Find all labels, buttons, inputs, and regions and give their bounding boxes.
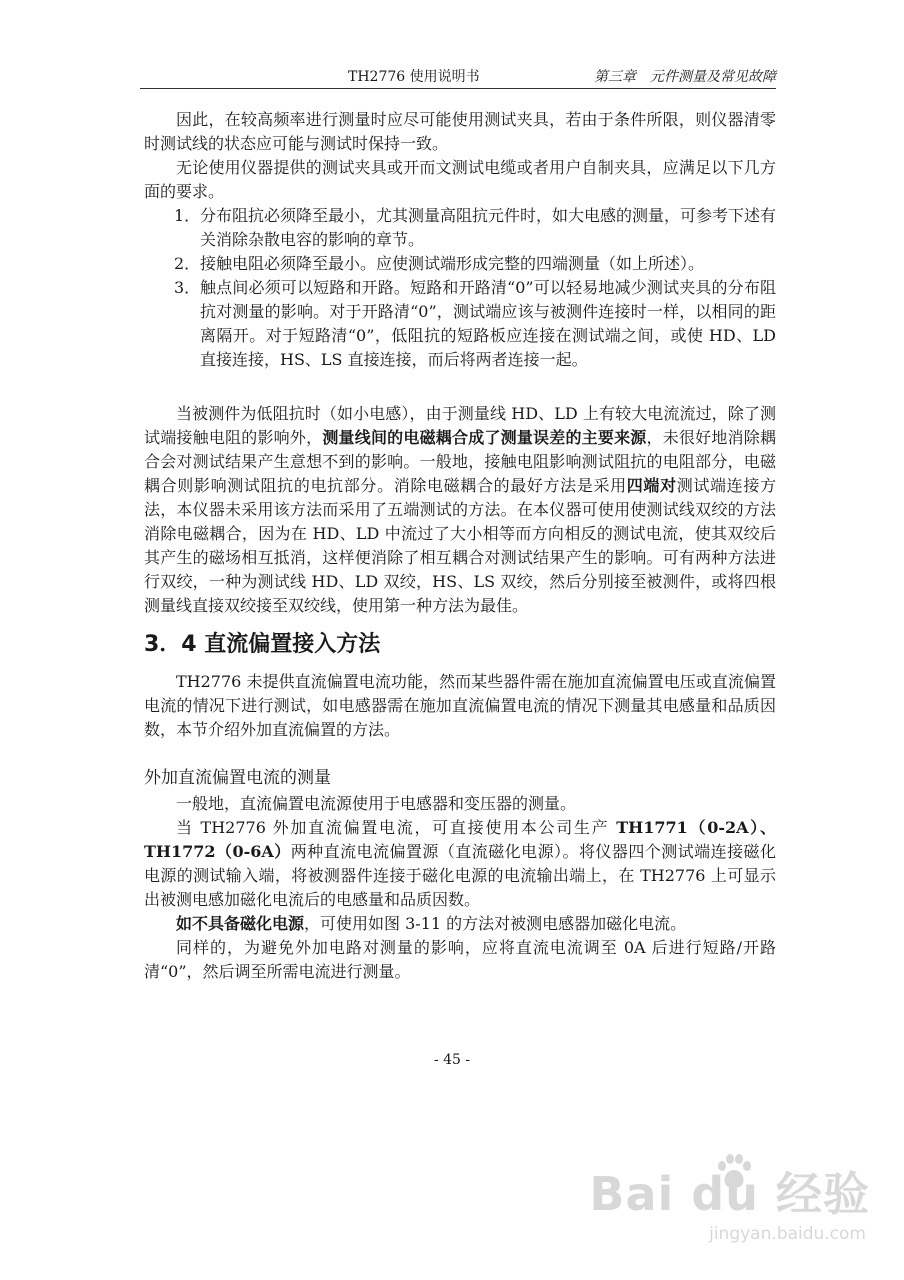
paragraph-electromagnetic-coupling [144,402,776,618]
requirements-list [144,204,776,372]
page-body [144,108,776,984]
paragraph-dc-source-usage: 一般地，直流偏置电流源使用于电感器和变压器的测量。 [176,794,577,813]
list-item [144,276,776,372]
list-item [144,252,776,276]
text-run: 当被测件为低阻抗时（如小电感），由于测量线 HD、LD 上有较大电流流过，除了测试端接触电阻的影响外， [144,404,776,447]
paragraph-th1771-th1772 [144,816,776,912]
list-item-number: 1． [174,206,201,225]
paragraph-requirements-intro: 无论使用仪器提供的测试夹具或开而文测试电缆或者用户自制夹具，应满足以下几方面的要求。 [144,158,776,201]
paragraph-zero-adjust: 同样的，为避免外加电路对测量的影响，应将直流电流调至 0A 后进行短路/开路清“0”，然后调至所需电流进行测量。 [144,938,776,981]
paragraph-fixture-note: 因此，在较高频率进行测量时应尽可能使用测试夹具，若由于条件所限，则仪器清零时测试线的状态应可能与测试时保持一致。 [144,110,776,153]
baidu-jingyan-watermark [589,1158,870,1258]
watermark-logo: Bai du 经验 [589,1167,870,1221]
list-item-number: 3． [174,278,201,297]
paragraph-no-magnetizing-source [144,912,776,936]
list-item-number: 2． [174,254,201,273]
header-manual-title: TH2776 使用说明书 [348,69,480,85]
text-run: 测试端连接方法，本仪器未采用该方法而采用了五端测试的方法。在本仪器可使用使测试线双绞的方法消除电磁耦合，因为在 HD、LD 中流过了大小相等而方向相反的测试电流，使其双绞后其产生的磁场相互抵消，这样便消除了相互耦合对测试结果产生的影响。可有两种方法进行双绞，一种为测试线 HD、LD 双绞，HS、LS 双绞，然后分别接至被测件，或将四根测量线直接双绞接至双绞线，使用第一种方法为最佳。 [144,476,776,615]
page-header [140,64,776,86]
list-item-text: 触点间必须可以短路和开路。短路和开路清“0”可以轻易地减少测试夹具的分布阻抗对测量的影响。对于开路清“0”，测试端应该与被测件连接时一样，以相同的距离隔开。对于短路清“0”，低阻抗的短路板应连接在测试端之间，或使 HD、LD 直接连接，HS、LS 直接连接，而后将两者连接一起。 [200,278,776,369]
paragraph-dc-bias-intro: TH2776 未提供直流偏置电流功能，然而某些器件需在施加直流偏置电压或直流偏置电流的情况下进行测试，如电感器需在施加直流偏置电流的情况下测量其电感量和品质因数，本节介绍外加直流偏置的方法。 [144,672,776,739]
list-item-text: 接触电阻必须降至最小。应使测试端形成完整的四端测量（如上所述）。 [200,254,705,273]
model-names: TH1771（0-2A）、TH1772（0-6A） [144,818,776,861]
text-run: 两种直流电流偏置源（直流磁化电源）。将仪器四个测试端连接磁化电源的测试输入端，将被测器件连接于磁化电源的电流输出端上，在 TH2776 上可显示出被测电感加磁化电流后的电感量和品质因数。 [144,842,776,909]
section-heading: 3．4 直流偏置接入方法 [144,632,381,657]
emphasis-text: 测量线间的电磁耦合成了测量误差的主要来源 [322,428,647,447]
text-run: 当 TH2776 外加直流偏置电流，可直接使用本公司生产 [176,818,617,837]
text-run: ，可使用如图 3-11 的方法对被测电感器加磁化电流。 [304,914,687,933]
header-chapter-title: 第三章 元件测量及常见故障 [594,69,776,85]
emphasis-text: 四端对 [626,476,677,495]
list-item [144,204,776,252]
list-item-text: 分布阻抗必须降至最小，尤其测量高阻抗元件时，如大电感的测量，可参考下述有关消除杂散电容的影响的章节。 [200,206,777,249]
page-number: - 45 - [433,1052,471,1068]
watermark-url: jingyan.baidu.com [709,1224,866,1244]
emphasis-text: 如不具备磁化电源 [176,914,305,933]
header-rule [140,88,776,89]
text-run: ，未很好地消除耦合会对测试结果产生意想不到的影响。一般地，接触电阻影响测试阻抗的电阻部分，电磁耦合则影响测试阻抗的电抗部分。消除电磁耦合的最好方法是采用 [144,428,776,495]
subsection-heading: 外加直流偏置电流的测量 [144,768,331,788]
paragraph-gap [144,372,776,402]
